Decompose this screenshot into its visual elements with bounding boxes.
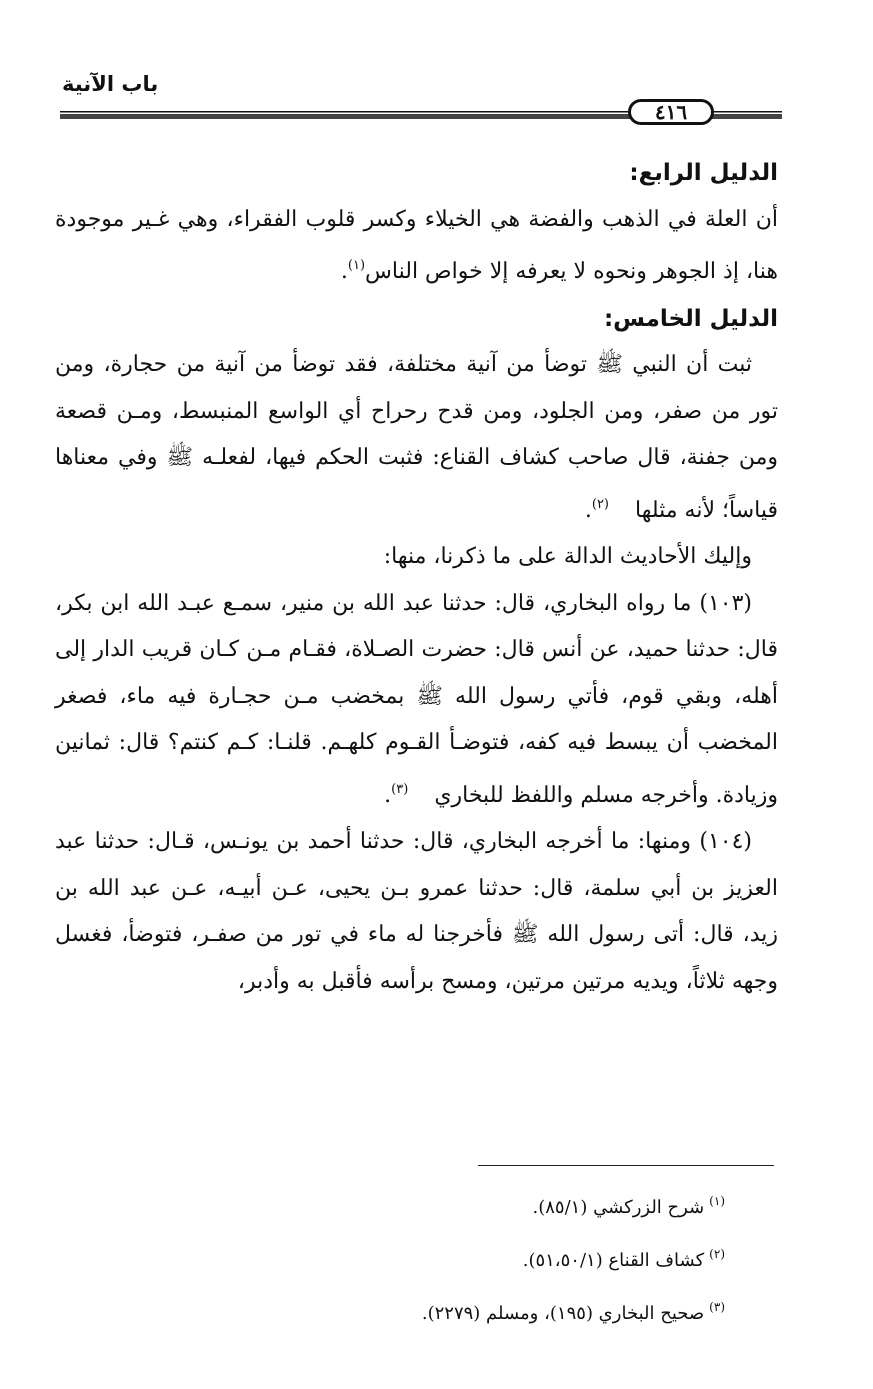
paragraph-text: توضأ من آنية مختلفة، فقد توضأ من آنية من حجارة، ومن تور من صفر، ومن الجلود، ومن قدح رحراح أي الواسع المنبسط، ومـن قصعة ومن جفنة، قال صاحب كشاف القناع: فثبت الحكم فيها، لفعلـه: [55, 352, 778, 470]
paragraph-text: (١٠٣) ما رواه البخاري، قال: حدثنا عبد الله بن منير، سمـع عبـد الله ابن بكر، قال: حدثنا حميد، عن أنس قال: حضرت الصـلاة، فقـام مـن كـان قريب الدار إلى أهله، وبقي قوم، فأتي رسول الله: [55, 590, 779, 709]
footnote-mark: (٣): [709, 1300, 725, 1314]
paragraph-text: بمخضب مـن حجـارة فيه ماء، فصغر المخضب أن يبسط فيه كفه، فتوضـأ القـوم كلهـم. قلنـا: كـم كنتم؟ قال: ثمانين وزيادة. وأخرجه مسلم واللفظ للبخاري: [55, 683, 778, 808]
paragraph-text: فأخرجنا له ماء في تور من صفـر، فتوضأ، فغسل وجهه ثلاثاً، ويديه مرتين مرتين، ومسح برأسه فأقبل به وأدبر،: [55, 922, 778, 994]
paragraph-end: .: [584, 497, 592, 523]
hadith-paragraph: [55, 581, 778, 820]
section-heading: الدليل الرابع:: [629, 160, 778, 186]
footnote-separator: [478, 1165, 774, 1166]
paragraph: [55, 342, 778, 534]
main-text: [55, 150, 778, 1005]
honorific-glyph: ﷺ: [166, 445, 194, 470]
paragraph-text: (١٠٤) ومنها: ما أخرجه البخاري، قال: حدثنا أحمد بن يونـس، قـال: حدثنا عبد العزيز بن أبي سلمة، قال: حدثنا عمرو بـن يحيى، عـن أبيـه، عـن عبد الله بن زيد، قال: أتى رسول الله: [55, 829, 778, 947]
page-number: ٤١٦: [628, 99, 714, 125]
paragraph-text: وفي معناها قياساً؛ لأنه مثلها: [55, 445, 778, 523]
honorific-glyph: ﷺ: [511, 922, 539, 947]
hadith-paragraph: [55, 819, 778, 1005]
honorific-glyph: ﷺ: [416, 683, 443, 709]
paragraph: [55, 197, 778, 296]
honorific-glyph: ﷺ: [596, 352, 623, 377]
footnote-item: [422, 1178, 725, 1231]
footnote-item: [422, 1231, 725, 1284]
footnote-reference: (٣): [391, 781, 409, 797]
footnote-mark: (٢): [709, 1247, 725, 1261]
footnote-mark: (١): [709, 1194, 725, 1208]
section-heading: الدليل الخامس:: [603, 305, 778, 332]
footnote-item: [422, 1284, 725, 1337]
footnote-text: صحيح البخاري (١٩٥)، ومسلم (٢٢٧٩).: [421, 1303, 705, 1324]
paragraph: وإليك الأحاديث الدالة على ما ذكرنا، منها:: [383, 544, 752, 569]
footnote-text: شرح الزركشي (٨٥/١).: [532, 1197, 705, 1218]
footnote-text: كشاف القناع (٥١،٥٠/١).: [522, 1250, 705, 1271]
footnotes: [422, 1178, 725, 1337]
paragraph-end: .: [340, 259, 348, 284]
footnote-reference: (٢): [591, 496, 609, 512]
paragraph-text: أن العلة في الذهب والفضة هي الخيلاء وكسر قلوب الفقراء، وهي غـير موجودة هنا، إذ الجوهر ونحوه لا يعرفه إلا خواص الناس: [55, 206, 778, 284]
paragraph-text: ثبت أن النبي: [632, 352, 753, 377]
paragraph-end: .: [384, 782, 392, 808]
footnote-reference: (١): [347, 258, 366, 273]
chapter-title: باب الآنية: [62, 72, 159, 96]
